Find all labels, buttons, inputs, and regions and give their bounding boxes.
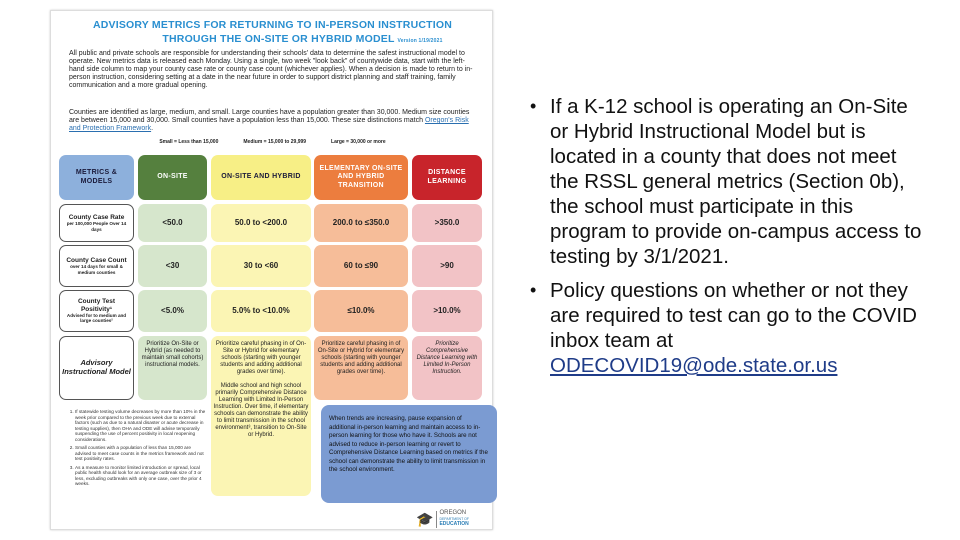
footnotes bbox=[61, 409, 206, 490]
header-4: DISTANCE LEARNING bbox=[412, 155, 482, 200]
row-label-text: County Case Rate bbox=[68, 213, 125, 221]
metric-cell: >10.0% bbox=[412, 290, 482, 332]
size-legend bbox=[51, 139, 494, 145]
ode-logo bbox=[416, 511, 469, 528]
row-label-text: County Test Positivity¹ bbox=[77, 298, 116, 313]
row-label-sub: over 14 days for small & medium counties bbox=[70, 264, 123, 275]
logo-oregon: OREGON bbox=[439, 510, 467, 517]
header-0: METRICS & MODELS bbox=[59, 155, 134, 200]
metric-cell: <30 bbox=[138, 245, 207, 287]
metric-cell: >350.0 bbox=[412, 204, 482, 242]
footnote-3: 3. As a measure to monitor limited introduction or spread, local public health should look for an average outbreak size of 3 or less, excluding outbreaks with only one case, over the prior 4 weeks. bbox=[75, 465, 206, 487]
metric-cell: ≤10.0% bbox=[314, 290, 408, 332]
row-label-sub: per 100,000 People Over 14 days bbox=[66, 221, 127, 232]
slide-bullets bbox=[528, 94, 928, 387]
model-label bbox=[59, 336, 134, 400]
logo-dept: DEPARTMENT OF bbox=[439, 516, 469, 521]
row-label bbox=[59, 245, 134, 287]
policy-text: Policy questions on whether or not they are required to test can go to the COVID inbox team at bbox=[550, 279, 917, 352]
model-onsite-hybrid bbox=[211, 336, 311, 496]
middle-high-note: Middle school and high school primarily Comprehensive Distance Learning with Limited In-Person Instruction. Over time, if elementary schools can demonstrate the ability to limit transmission in the school environment³, transition to On-Site or Hybrid. bbox=[213, 383, 309, 438]
doc-title-line2-text: THROUGH THE ON-SITE OR HYBRID MODEL bbox=[162, 33, 395, 45]
metric-cell: <5.0% bbox=[138, 290, 207, 332]
metric-cell: 200.0 to ≤350.0 bbox=[314, 204, 408, 242]
header-3: ELEMENTARY ON-SITE AND HYBRID TRANSITION bbox=[314, 155, 408, 200]
model-onsite: Prioritize On-Site or Hybrid (as needed to maintain small cohorts) instructional models. bbox=[138, 336, 207, 400]
risk-framework-link[interactable]: Oregon's Risk and Protection Framework bbox=[69, 117, 469, 132]
metric-cell: >90 bbox=[412, 245, 482, 287]
metric-cell: 30 to <60 bbox=[211, 245, 311, 287]
size-medium: Medium = 15,000 to 29,999 bbox=[243, 139, 307, 145]
doc-title-line1: ADVISORY METRICS FOR RETURNING TO IN-PERSON INSTRUCTION bbox=[92, 19, 453, 31]
metric-cell: 60 to ≤90 bbox=[314, 245, 408, 287]
model-elementary-transition: Prioritize careful phasing in of On-Site or Hybrid for elementary schools (starting with younger students and adding additional grades over time). bbox=[314, 336, 408, 400]
logo-education: EDUCATION bbox=[439, 521, 469, 528]
logo-text bbox=[436, 511, 469, 528]
model-onsite-hybrid-text: Prioritize careful phasing in of On-Site or Hybrid for elementary schools (starting with younger students and adding additional grades over time). bbox=[215, 341, 307, 375]
footnote-1: 1. If statewide testing volume decreases by more than 10% in the week prior compared to the previous week due to external factors (such as due to a natural disaster or acute decrease in testing supplies), then OHA and ODE will advise temporarily suspending the use of percent positivity in local reopening considerations. bbox=[75, 409, 206, 442]
footnote-2: 2. Small counties with a population of less than 15,000 are advised to meet case counts in the metrics framework and not test positivity rates. bbox=[75, 445, 206, 462]
metric-cell: <50.0 bbox=[138, 204, 207, 242]
email-link[interactable]: ODECOVID19@ode.state.or.us bbox=[550, 354, 838, 377]
doc-title-line2 bbox=[51, 33, 494, 45]
bullet-testing-requirement: • If a K-12 school is operating an On-Site or Hybrid Instructional Model but is located in a county that does not meet the RSSL general metrics (Section 0b), the school must participate in this program to provide on-campus access to testing by 3/1/2021. bbox=[528, 94, 928, 269]
doc-version: Version 1/19/2021 bbox=[397, 38, 443, 44]
row-label bbox=[59, 204, 134, 242]
metric-cell: 50.0 to <200.0 bbox=[211, 204, 311, 242]
doc-size-text: Counties are identified as large, medium, and small. Large counties have a population greater than 30,000. Medium size counties are between 15,000 and 30,000. Small counties have a population less than 15,000. These size distinctions match Oregon's Risk and Protection Framework. bbox=[69, 109, 470, 132]
row-label bbox=[59, 290, 134, 332]
size-small: Small = Less than 15,000 bbox=[159, 139, 219, 145]
graduation-cap-icon: 🎓 bbox=[416, 511, 434, 527]
size-text: Counties are identified as large, medium, and small. Large counties have a population greater than 30,000. Medium size counties are between 15,000 and 30,000. Small counties have a population less than 15,000. These size distinctions match bbox=[69, 109, 470, 124]
header-2: ON-SITE AND HYBRID bbox=[211, 155, 311, 200]
trends-note: When trends are increasing, pause expansion of additional in-person learning and maintain access to in-person learning for those who have it. Schools are not advised to reduce in-person learning or revert to Comprehensive Distance Learning based on metrics if the school can demonstrate the ability to limit transmission in the school environment. bbox=[321, 405, 497, 503]
metric-cell: 5.0% to <10.0% bbox=[211, 290, 311, 332]
row-label-sub: Advised for to medium and large counties² bbox=[66, 313, 127, 324]
row-label-text: County Case Count bbox=[66, 256, 127, 264]
doc-intro: All public and private schools are responsible for understanding their schools' data to determine the safest instructional model to operate. New metrics data is released each Monday. Using a single, two week "look back" of countywide data, start with the left-hand side column to map your county case rate or county case count (whichever applies). When a decision is made to return to in-person instruction, considering setting at a date in the near future in order to support district planning and staff training, family communication and a more gradual opening. bbox=[69, 50, 473, 89]
header-1: ON-SITE bbox=[138, 155, 207, 200]
model-label-text: Advisory Instructional Model bbox=[62, 358, 131, 376]
size-large: Large = 30,000 or more bbox=[331, 139, 386, 145]
advisory-metrics-document bbox=[50, 10, 493, 530]
model-distance: Prioritize Comprehensive Distance Learning with Limited In-Person Instruction. bbox=[412, 336, 482, 400]
bullet-policy-questions bbox=[528, 278, 928, 378]
